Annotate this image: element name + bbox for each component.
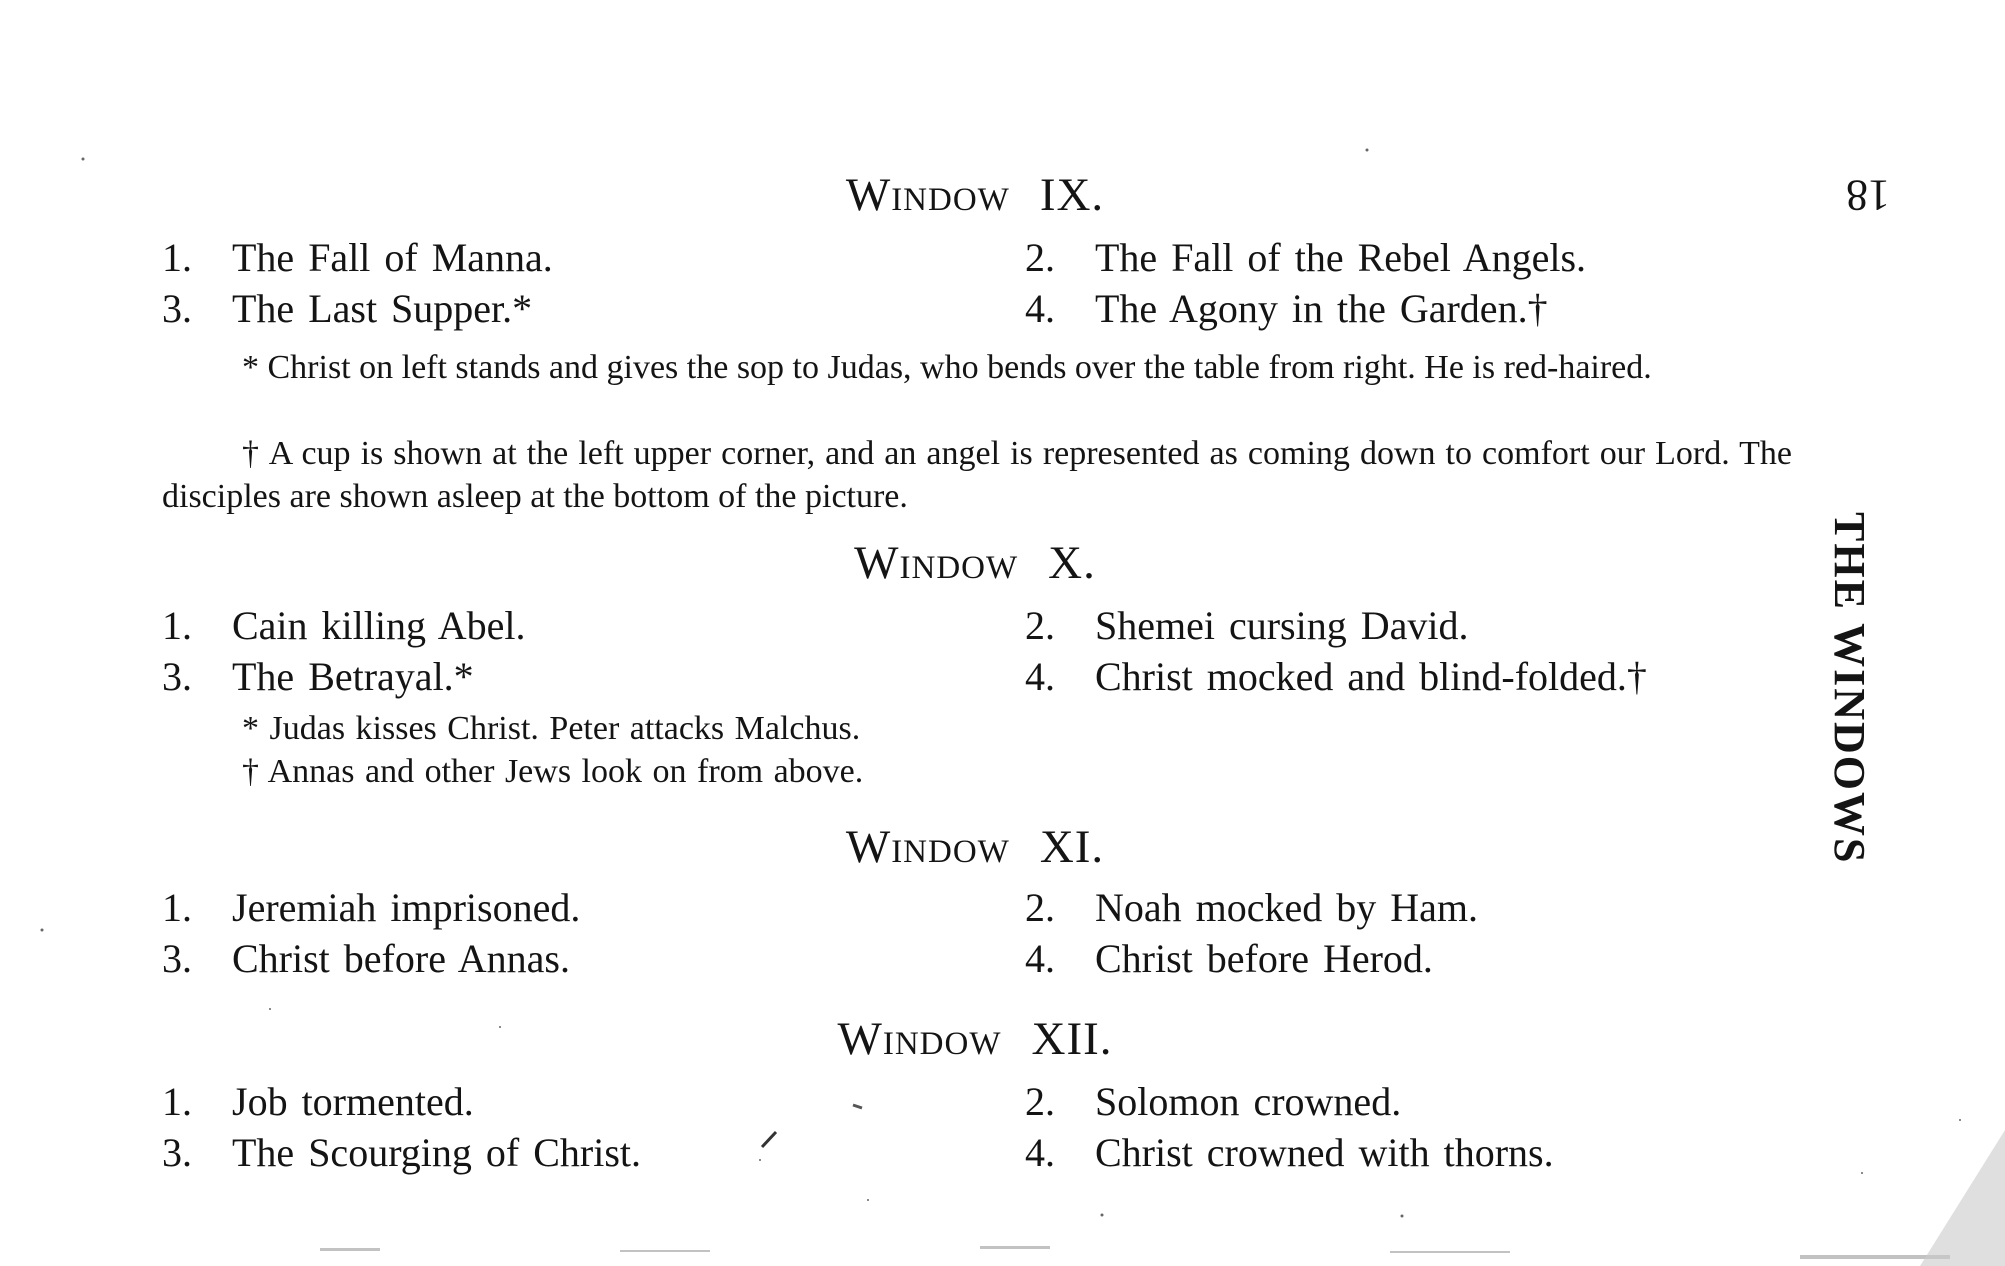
item-title: Christ before Herod. xyxy=(1095,936,1433,981)
window-xi-item-3 xyxy=(162,935,570,982)
item-title: Jeremiah imprisoned. xyxy=(232,885,581,930)
window-xi-item-2 xyxy=(1025,884,1478,931)
item-title: The Last Supper.* xyxy=(232,286,533,331)
item-title: Shemei cursing David. xyxy=(1095,603,1469,648)
item-number: 1. xyxy=(162,1079,192,1124)
window-ix-item-1 xyxy=(162,234,553,281)
item-number: 2. xyxy=(1025,1079,1055,1124)
item-number: 2. xyxy=(1025,235,1055,280)
item-title: The Agony in the Garden.† xyxy=(1095,286,1548,331)
window-xii-word: Window xyxy=(837,1013,1002,1065)
item-number: 1. xyxy=(162,603,192,648)
window-x-heading xyxy=(160,536,1790,590)
item-title: Noah mocked by Ham. xyxy=(1095,885,1479,930)
page-number: 18 xyxy=(1846,171,1890,220)
window-ix-footnote-star: * Christ on left stands and gives the sop to Judas, who bends over the table from right. He is red-haired. xyxy=(242,349,1652,386)
item-title: The Fall of the Rebel Angels. xyxy=(1095,235,1587,280)
window-xii-item-2 xyxy=(1025,1078,1401,1125)
window-ix-numeral: IX. xyxy=(1039,169,1105,221)
window-xii-item-4 xyxy=(1025,1129,1554,1176)
item-number: 1. xyxy=(162,885,192,930)
item-number: 4. xyxy=(1025,286,1055,331)
window-x-numeral: X. xyxy=(1048,537,1096,589)
item-title: The Betrayal.* xyxy=(232,654,474,699)
window-xi-item-4 xyxy=(1025,935,1433,982)
item-title: Christ before Annas. xyxy=(232,936,570,981)
item-number: 3. xyxy=(162,654,192,699)
window-x-item-3 xyxy=(162,653,474,700)
running-head: THE WINDOWS xyxy=(1825,512,1874,865)
window-x-word: Window xyxy=(854,537,1019,589)
item-number: 4. xyxy=(1025,1130,1055,1175)
item-number: 2. xyxy=(1025,885,1055,930)
item-number: 4. xyxy=(1025,936,1055,981)
window-xii-item-3 xyxy=(162,1129,641,1176)
window-x-item-4 xyxy=(1025,653,1647,700)
window-xi-numeral: XI. xyxy=(1039,821,1105,873)
item-number: 3. xyxy=(162,936,192,981)
window-ix-heading xyxy=(160,168,1790,222)
window-xii-item-1 xyxy=(162,1078,474,1125)
window-ix-item-2 xyxy=(1025,234,1586,281)
window-x-footnote-dagger: † Annas and other Jews look on from above. xyxy=(242,753,864,790)
item-number: 2. xyxy=(1025,603,1055,648)
window-xi-item-1 xyxy=(162,884,580,931)
window-ix-footnote-dagger: † A cup is shown at the left upper corner, and an angel is represented as coming down to comfort our Lord. The disciples are shown asleep at the bottom of the picture. xyxy=(162,435,1792,515)
item-title: Job tormented. xyxy=(232,1079,474,1124)
window-xii-numeral: XII. xyxy=(1031,1013,1113,1065)
item-title: The Scourging of Christ. xyxy=(232,1130,642,1175)
window-ix-item-4 xyxy=(1025,285,1548,332)
window-xii-heading xyxy=(160,1012,1790,1066)
item-number: 4. xyxy=(1025,654,1055,699)
window-ix-word: Window xyxy=(845,169,1010,221)
item-title: Christ mocked and blind-folded.† xyxy=(1095,654,1647,699)
item-number: 3. xyxy=(162,1130,192,1175)
item-number: 1. xyxy=(162,235,192,280)
item-title: Cain killing Abel. xyxy=(232,603,526,648)
item-title: Solomon crowned. xyxy=(1095,1079,1402,1124)
item-number: 3. xyxy=(162,286,192,331)
item-title: The Fall of Manna. xyxy=(232,235,553,280)
item-title: Christ crowned with thorns. xyxy=(1095,1130,1554,1175)
window-x-footnote-star: * Judas kisses Christ. Peter attacks Malchus. xyxy=(242,710,861,747)
window-x-item-1 xyxy=(162,602,526,649)
window-xi-word: Window xyxy=(845,821,1010,873)
window-ix-item-3 xyxy=(162,285,532,332)
window-xi-heading xyxy=(160,820,1790,874)
window-x-item-2 xyxy=(1025,602,1469,649)
